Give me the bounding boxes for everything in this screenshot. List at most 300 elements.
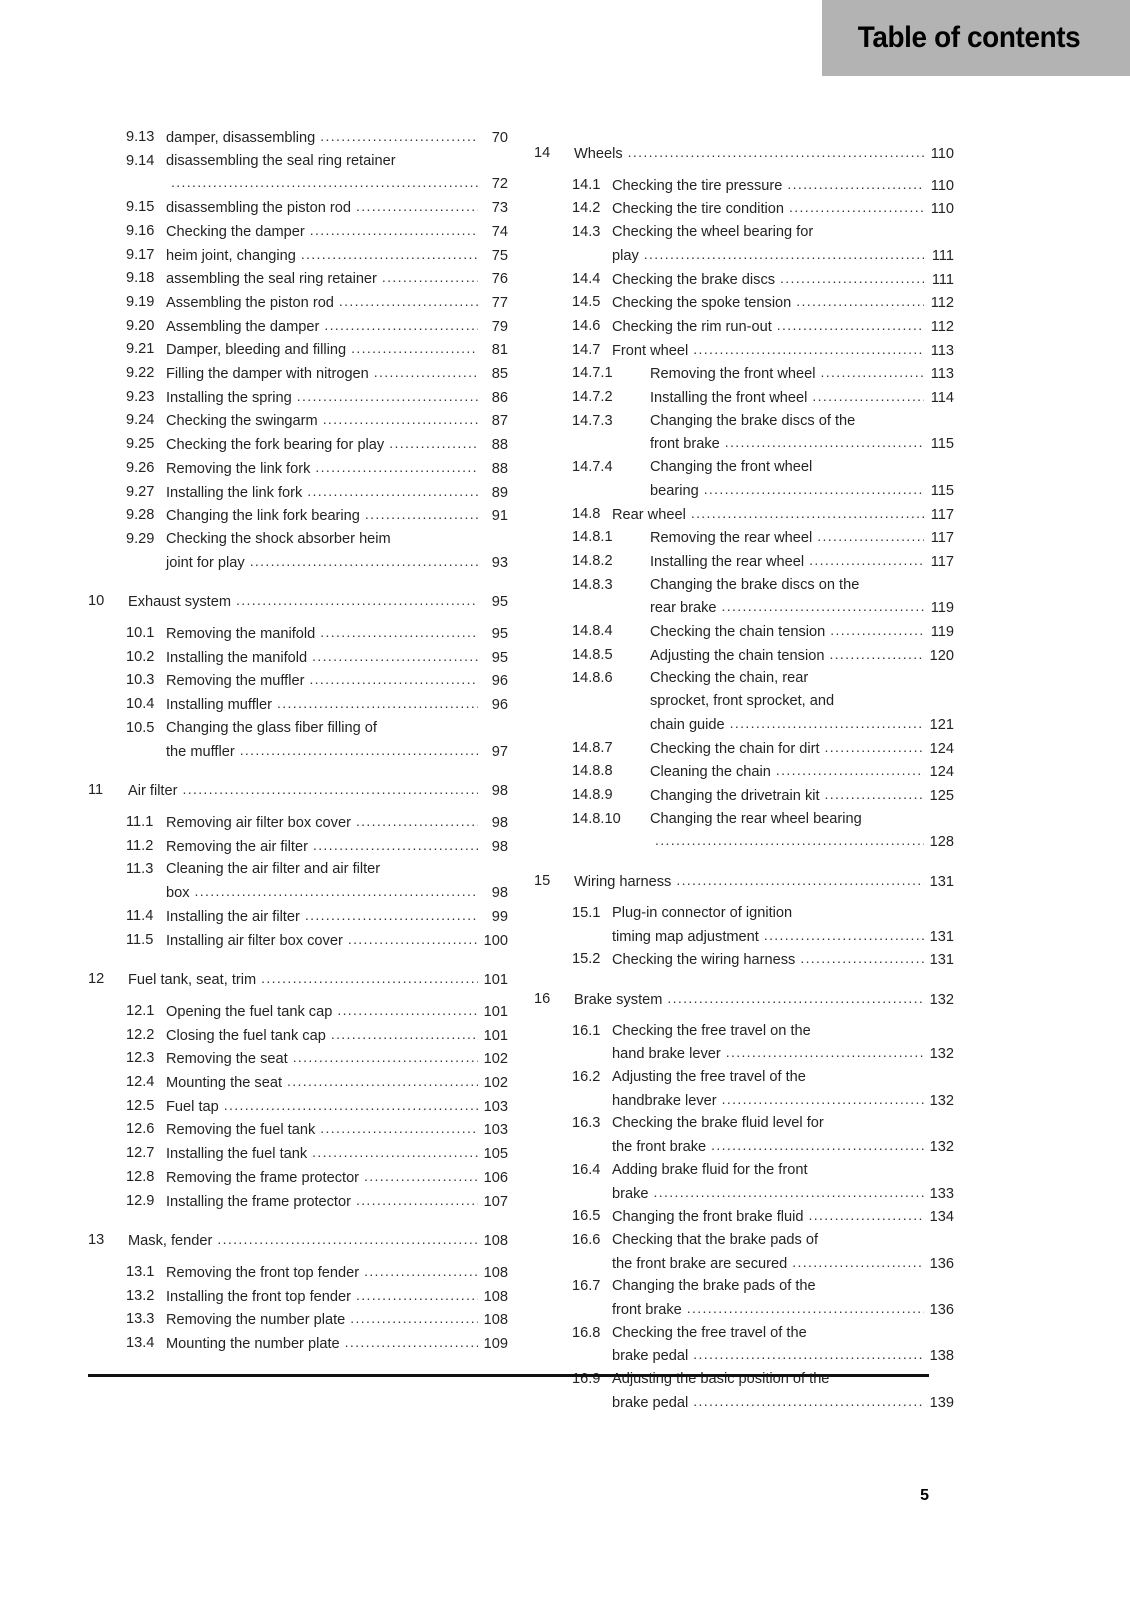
toc-entry-title: Adding brake fluid for the front: [612, 1161, 808, 1178]
dot-leader: [315, 456, 478, 479]
toc-entry[interactable]: [534, 339, 954, 363]
toc-entry-body: [166, 622, 508, 646]
toc-page-number: 93: [491, 554, 508, 571]
toc-entry-number: 10.2: [126, 648, 155, 665]
toc-entry-body: [166, 1071, 508, 1095]
toc-entry-number: 9.29: [126, 530, 155, 547]
toc-entry-title: Checking the free travel of the: [612, 1324, 807, 1341]
toc-entry-title: Checking that the brake pads of: [612, 1231, 819, 1248]
toc-entry[interactable]: [88, 1047, 508, 1071]
toc-entry-body: [612, 1066, 954, 1112]
toc-entry-title: rear brake: [650, 600, 717, 617]
toc-entry[interactable]: [534, 1205, 954, 1229]
toc-entry-number: 14.8.9: [572, 786, 613, 803]
dot-leader: [365, 503, 478, 526]
toc-entry-body: [166, 481, 508, 505]
toc-entry[interactable]: [88, 150, 508, 196]
dot-leader: [301, 243, 478, 266]
toc-entry-number: 9.16: [126, 222, 155, 239]
toc-entry-body: [166, 220, 508, 244]
toc-entry-title: Changing the link fork bearing: [166, 508, 360, 525]
dot-leader: [320, 125, 478, 148]
toc-entry[interactable]: [88, 457, 508, 481]
toc-entry[interactable]: [88, 196, 508, 220]
toc-entry-title: Checking the free travel on the: [612, 1022, 811, 1039]
dot-leader: [691, 502, 924, 525]
toc-entry-number: 16.4: [572, 1161, 601, 1178]
toc-entry-number: 11.5: [126, 931, 154, 948]
toc-page-number: 98: [491, 885, 508, 902]
toc-entry[interactable]: [88, 267, 508, 291]
toc-entry-number: 11.3: [126, 861, 154, 878]
toc-entry[interactable]: [88, 126, 508, 150]
toc-entry-title: Checking the wheel bearing for: [612, 224, 814, 241]
dot-leader: [725, 431, 924, 454]
toc-entry[interactable]: [88, 968, 508, 992]
toc-entry[interactable]: [534, 503, 954, 527]
dot-leader: [171, 171, 478, 194]
toc-entry[interactable]: [88, 693, 508, 717]
toc-entry-number: 16.1: [572, 1022, 601, 1039]
toc-entry-body: [166, 504, 508, 528]
toc-entry-number: 13.3: [126, 1311, 155, 1328]
toc-entry-number: 9.28: [126, 507, 155, 524]
toc-entry-title: Checking the shock absorber heim: [166, 530, 391, 547]
dot-leader: [312, 645, 478, 668]
toc-entry-number: 12.9: [126, 1192, 155, 1209]
toc-entry-title: Changing the drivetrain kit: [650, 787, 820, 804]
dot-leader: [829, 643, 924, 666]
toc-entry-body: [166, 858, 508, 904]
toc-entry-body: [650, 362, 954, 386]
toc-entry[interactable]: [88, 1308, 508, 1332]
toc-entry[interactable]: [534, 784, 954, 808]
toc-entry[interactable]: [534, 1159, 954, 1205]
toc-entry-number: 12.1: [126, 1002, 155, 1019]
toc-page-number: 102: [483, 1075, 508, 1092]
toc-entry[interactable]: [88, 929, 508, 953]
toc-page-number: 131: [929, 874, 954, 891]
toc-entry-body: [166, 362, 508, 386]
toc-entry[interactable]: [534, 988, 954, 1012]
toc-entry[interactable]: [88, 1095, 508, 1119]
toc-page-number: 88: [491, 460, 508, 477]
dot-leader: [320, 621, 478, 644]
toc-page-number: 72: [491, 176, 508, 193]
toc-page-number: 79: [491, 318, 508, 335]
toc-entry-number: 9.22: [126, 365, 155, 382]
toc-entry-number: 14: [534, 145, 551, 161]
toc-page-number: 124: [929, 764, 954, 781]
toc-page-number: 112: [930, 295, 954, 312]
toc-entry[interactable]: [88, 1261, 508, 1285]
toc-entry[interactable]: [88, 1142, 508, 1166]
toc-entry-number: 14.7: [572, 341, 601, 358]
toc-page-number: 134: [929, 1209, 954, 1226]
toc-entry[interactable]: [88, 1229, 508, 1253]
toc-entry-number: 16.7: [572, 1278, 601, 1295]
toc-entry-title: Removing the link fork: [166, 460, 311, 477]
toc-entry-body: [166, 267, 508, 291]
toc-entry-title: Installing air filter box cover: [166, 932, 343, 949]
toc-entry[interactable]: [534, 268, 954, 292]
toc-entry-title: Assembling the damper: [166, 318, 320, 335]
toc-entry-number: 9.20: [126, 317, 155, 334]
toc-entry-title: Checking the swingarm: [166, 413, 318, 430]
dot-leader: [312, 1141, 478, 1164]
toc-entry-title: Fuel tap: [166, 1098, 219, 1115]
toc-entry-number: 11.2: [126, 837, 154, 854]
toc-entry[interactable]: [534, 1020, 954, 1066]
toc-entry[interactable]: [88, 905, 508, 929]
toc-entry[interactable]: [88, 386, 508, 410]
toc-entry[interactable]: [534, 526, 954, 550]
toc-entry-body: [166, 409, 508, 433]
dot-leader: [356, 810, 478, 833]
toc-entry[interactable]: [534, 315, 954, 339]
toc-entry[interactable]: [88, 622, 508, 646]
toc-entry[interactable]: [534, 174, 954, 198]
toc-entry[interactable]: [88, 338, 508, 362]
toc-entry-title: Wiring harness: [574, 874, 672, 891]
toc-page-number: 119: [930, 624, 954, 641]
dot-leader: [730, 712, 924, 735]
toc-column-right: [534, 126, 954, 1415]
toc-entry[interactable]: [88, 858, 508, 904]
toc-page-number: 95: [491, 649, 508, 666]
toc-entry-title: Wheels: [574, 146, 623, 162]
toc-entry-title: Installing the spring: [166, 389, 292, 406]
toc-entry[interactable]: [88, 1024, 508, 1048]
toc-page-number: 77: [491, 294, 508, 311]
dot-leader: [250, 550, 478, 573]
toc-entry-title: disassembling the seal ring retainer: [166, 152, 396, 169]
dot-leader: [722, 1088, 924, 1111]
toc-entry[interactable]: [88, 244, 508, 268]
toc-entry-title: Rear wheel: [612, 506, 686, 523]
toc-entry-number: 15.1: [572, 904, 601, 921]
toc-page-number: 74: [491, 223, 508, 240]
toc-entry[interactable]: [534, 902, 954, 948]
toc-entry-title: the front brake: [612, 1139, 707, 1156]
toc-entry[interactable]: [534, 362, 954, 386]
page-number: 5: [920, 1487, 929, 1504]
toc-entry-body: [650, 784, 954, 808]
toc-entry-body: [166, 126, 508, 150]
toc-page-number: 97: [491, 743, 508, 760]
toc-entry[interactable]: [534, 1275, 954, 1321]
dot-leader: [236, 589, 478, 612]
toc-page-number: 103: [483, 1122, 508, 1139]
toc-page-number: 108: [483, 1312, 508, 1329]
toc-page-number: 117: [930, 553, 954, 570]
toc-entry-body: [166, 1095, 508, 1119]
toc-entry-title: Checking the chain, rear: [650, 670, 809, 687]
toc-entry-body: [612, 948, 954, 972]
toc-entry-number: 13: [88, 1232, 105, 1249]
dot-leader: [307, 480, 478, 503]
toc-entry-title: Installing the link fork: [166, 484, 303, 501]
toc-entry[interactable]: [88, 835, 508, 859]
toc-entry-number: 9.27: [126, 483, 155, 500]
toc-entry-body: [612, 221, 954, 267]
toc-entry-body: [128, 968, 508, 992]
toc-entry-title: Changing the front wheel: [650, 459, 813, 476]
toc-entry-title: Checking the chain for dirt: [650, 740, 820, 757]
toc-entry[interactable]: [88, 1190, 508, 1214]
toc-page-number: 89: [491, 484, 508, 501]
dot-leader: [287, 1070, 478, 1093]
toc-page-number: 132: [929, 1092, 954, 1109]
toc-entry-title: Adjusting the free travel of the: [612, 1069, 806, 1086]
dot-leader: [787, 173, 924, 196]
toc-entry-title: Damper, bleeding and filling: [166, 342, 347, 359]
toc-page-number: 114: [930, 390, 954, 407]
toc-entry-title: Checking the tire condition: [612, 201, 784, 218]
toc-entry-body: [166, 150, 508, 196]
toc-entry-title: Removing the fuel tank: [166, 1122, 316, 1139]
toc-entry[interactable]: [88, 669, 508, 693]
toc-page-number: 87: [491, 413, 508, 430]
toc-entry-number: 12.6: [126, 1121, 155, 1138]
toc-entry[interactable]: [88, 1285, 508, 1309]
toc-entry-number: 12.5: [126, 1097, 155, 1114]
toc-entry-title: Assembling the piston rod: [166, 294, 334, 311]
toc-entry-title: Checking the brake fluid level for: [612, 1115, 824, 1132]
toc-page-number: 103: [483, 1098, 508, 1115]
toc-entry-body: [166, 929, 508, 953]
toc-entry-title: Air filter: [128, 783, 178, 800]
toc-entry[interactable]: [534, 456, 954, 502]
toc-entry-title: Removing the muffler: [166, 673, 305, 690]
toc-entry[interactable]: [88, 717, 508, 763]
dot-leader: [808, 1204, 924, 1227]
toc-entry-number: 10.1: [126, 625, 155, 642]
toc-entry-title: Checking the fork bearing for play: [166, 437, 385, 454]
toc-entry[interactable]: [88, 409, 508, 433]
toc-entry-body: [612, 1322, 954, 1368]
dot-leader: [654, 1181, 924, 1204]
toc-entry[interactable]: [88, 481, 508, 505]
dot-leader: [331, 1023, 478, 1046]
toc-entry-body: [166, 528, 508, 574]
toc-entry-title: Mounting the number plate: [166, 1336, 340, 1353]
toc-entry[interactable]: [88, 1166, 508, 1190]
toc-entry[interactable]: [534, 550, 954, 574]
toc-entry[interactable]: [534, 1322, 954, 1368]
dot-leader: [628, 141, 924, 164]
toc-entry-title: Installing muffler: [166, 697, 272, 714]
dot-leader: [195, 880, 478, 903]
toc-entry-number: 14.4: [572, 270, 601, 287]
dot-leader: [800, 947, 924, 970]
toc-page-number: 111: [931, 247, 954, 264]
toc-entry[interactable]: [534, 142, 954, 166]
toc-entry[interactable]: [534, 1229, 954, 1275]
toc-entry[interactable]: [88, 779, 508, 803]
toc-entry-body: [612, 1275, 954, 1321]
toc-entry[interactable]: [88, 504, 508, 528]
dot-leader: [644, 243, 924, 266]
toc-entry[interactable]: [534, 410, 954, 456]
toc-entry[interactable]: [534, 644, 954, 668]
toc-entry-number: 14.8.6: [572, 670, 613, 687]
toc-entry-number: 12.3: [126, 1050, 155, 1067]
toc-page-number: 70: [491, 130, 508, 146]
toc-entry-number: 10: [88, 593, 105, 610]
toc-entry[interactable]: [534, 808, 954, 854]
toc-entry-body: [612, 174, 954, 198]
toc-entry-title: Changing the brake pads of the: [612, 1278, 816, 1295]
dot-leader: [345, 1331, 478, 1354]
toc-page-number: 91: [491, 508, 508, 525]
toc-entry-title: hand brake lever: [612, 1046, 721, 1063]
toc-entry-title: Checking the damper: [166, 223, 305, 240]
toc-entry[interactable]: [534, 221, 954, 267]
toc-entry[interactable]: [88, 1071, 508, 1095]
toc-entry-number: 16.2: [572, 1069, 601, 1086]
toc-entry-body: [612, 902, 954, 948]
toc-entry-number: 14.8.7: [572, 739, 613, 756]
toc-entry-number: 9.23: [126, 388, 155, 405]
toc-page-number: 124: [929, 740, 954, 757]
toc-entry-title: chain guide: [650, 716, 725, 733]
toc-entry[interactable]: [534, 948, 954, 972]
toc-entry[interactable]: [88, 590, 508, 614]
toc-entry-title: Installing the fuel tank: [166, 1146, 308, 1163]
toc-page-number: 131: [929, 952, 954, 969]
toc-page-number: 110: [930, 146, 954, 162]
toc-entry-body: [166, 835, 508, 859]
dot-leader: [809, 549, 924, 572]
toc-entry[interactable]: [534, 760, 954, 784]
toc-page-number: 131: [929, 928, 954, 945]
toc-page-number: 121: [929, 716, 954, 733]
toc-entry-title: Front wheel: [612, 342, 689, 359]
toc-page-number: 108: [483, 1233, 508, 1250]
dot-leader: [776, 759, 924, 782]
toc-entry-title: Checking the rim run-out: [612, 318, 772, 335]
toc-page-number: 98: [491, 814, 508, 831]
toc-entry[interactable]: [534, 737, 954, 761]
toc-entry-body: [166, 646, 508, 670]
toc-entry-body: [166, 386, 508, 410]
toc-entry-number: 14.8.3: [572, 576, 613, 593]
toc-entry[interactable]: [534, 1066, 954, 1112]
toc-entry[interactable]: [88, 1118, 508, 1142]
toc-entry-body: [650, 667, 954, 736]
toc-entry-number: 9.21: [126, 341, 155, 358]
dot-leader: [820, 361, 924, 384]
dot-leader: [389, 432, 478, 455]
toc-entry-number: 14.7.1: [572, 365, 613, 382]
toc-entry-body: [650, 737, 954, 761]
toc-entry-title: Fuel tank, seat, trim: [128, 972, 257, 989]
toc-entry-number: 14.8.8: [572, 763, 613, 780]
toc-entry[interactable]: [534, 1112, 954, 1158]
toc-entry-title: Exhaust system: [128, 594, 232, 611]
toc-entry-body: [166, 717, 508, 763]
toc-entry-body: [166, 315, 508, 339]
toc-entry[interactable]: [88, 646, 508, 670]
toc-entry-body: [128, 590, 508, 614]
toc-entry[interactable]: [88, 528, 508, 574]
toc-entry-body: [650, 760, 954, 784]
toc-page-number: 136: [929, 1255, 954, 1272]
toc-entry-title: Brake system: [574, 991, 663, 1008]
dot-leader: [796, 290, 924, 313]
footer-divider: [88, 1374, 929, 1377]
toc-entry[interactable]: [534, 197, 954, 221]
toc-entry-title: timing map adjustment: [612, 928, 759, 945]
toc-entry[interactable]: [88, 433, 508, 457]
toc-entry[interactable]: [534, 620, 954, 644]
dot-leader: [687, 1297, 924, 1320]
toc-entry-title: Removing the rear wheel: [650, 530, 813, 547]
toc-page-number: 81: [491, 342, 508, 359]
toc-entry-title: Installing the frame protector: [166, 1193, 351, 1210]
toc-entry-title: Plug-in connector of ignition: [612, 904, 793, 921]
toc-entry-body: [166, 1000, 508, 1024]
toc-entry-body: [166, 1308, 508, 1332]
toc-entry-body: [612, 1205, 954, 1229]
toc-entry-body: [166, 1332, 508, 1356]
page-title: Table of contents: [857, 21, 1080, 54]
toc-page-number: 132: [929, 991, 954, 1008]
toc-page-number: 120: [929, 647, 954, 664]
toc-page-number: 95: [491, 626, 508, 643]
dot-leader: [764, 924, 924, 947]
toc-page-number: 88: [491, 437, 508, 454]
toc-page-number: 105: [483, 1146, 508, 1163]
toc-entry[interactable]: [88, 811, 508, 835]
toc-entry[interactable]: [534, 386, 954, 410]
toc-entry[interactable]: [88, 1332, 508, 1356]
toc-entry-title: Installing the manifold: [166, 649, 308, 666]
toc-entry-number: 16: [534, 990, 551, 1007]
toc-page-number: 98: [491, 838, 508, 855]
toc-entry-number: 14.2: [572, 200, 601, 217]
toc-entry-title: Removing the front top fender: [166, 1264, 360, 1281]
toc-entry[interactable]: [88, 315, 508, 339]
toc-entry-title: Cleaning the chain: [650, 764, 771, 781]
toc-entry-number: 11.4: [126, 907, 154, 924]
dot-leader: [704, 478, 924, 501]
toc-entry[interactable]: [88, 291, 508, 315]
toc-page-number: 132: [929, 1139, 954, 1156]
dot-leader: [667, 987, 924, 1010]
toc-entry-body: [612, 315, 954, 339]
toc-entry[interactable]: [88, 220, 508, 244]
dot-leader: [261, 967, 478, 990]
dot-leader: [825, 783, 924, 806]
toc-entry[interactable]: [534, 667, 954, 736]
toc-entry[interactable]: [88, 1000, 508, 1024]
toc-entry[interactable]: [534, 574, 954, 620]
dot-leader: [310, 219, 478, 242]
dot-leader: [382, 266, 478, 289]
dot-leader: [350, 1307, 478, 1330]
dot-leader: [297, 385, 478, 408]
toc-page-number: 95: [491, 594, 508, 611]
toc-entry[interactable]: [534, 291, 954, 315]
toc-entry[interactable]: [534, 870, 954, 894]
toc-entry-title: Changing the front brake fluid: [612, 1209, 804, 1226]
toc-entry[interactable]: [88, 362, 508, 386]
toc-entry-title: Installing the front top fender: [166, 1288, 351, 1305]
dot-leader: [364, 1165, 478, 1188]
toc-entry-number: 14.8.4: [572, 623, 613, 640]
